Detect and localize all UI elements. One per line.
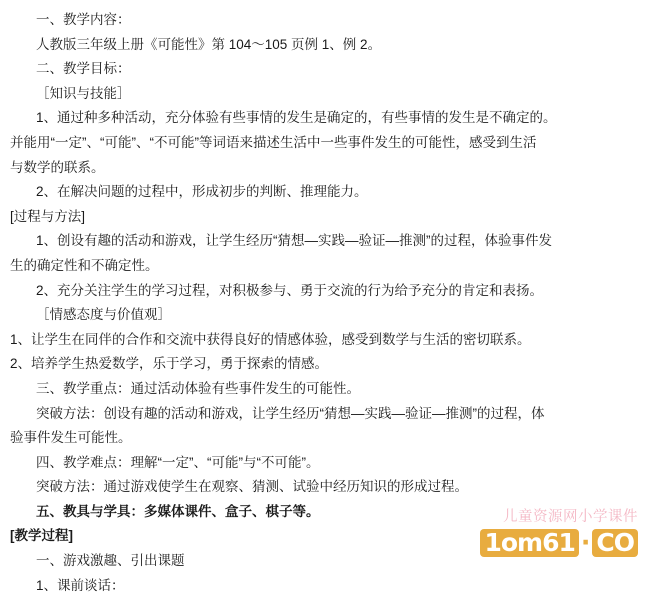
document-line: 二、教学目标： (36, 61, 131, 77)
document-line: 验事件发生可能性。 (10, 430, 132, 446)
document-line: [教学过程] (10, 528, 73, 544)
watermark-site-name: 儿童资源网小学课件 (503, 509, 638, 525)
watermark-logo-text-2: CO (592, 529, 638, 557)
document-body (10, 8, 636, 598)
document-line: 1、创设有趣的活动和游戏，让学生经历“猜想—实践—验证—推测”的过程，体验事件发 (36, 233, 552, 249)
document-line: 突破方法：通过游戏使学生在观察、猜测、试验中经历知识的形成过程。 (36, 479, 468, 495)
document-line: 并能用“一定”、“可能”、“不可能”等词语来描述生活中一些事件发生的可能性，感受到生活 (10, 134, 537, 150)
document-line: 生的确定性和不确定性。 (10, 257, 159, 273)
document-line: 四、教学难点：理解“一定”、“可能”与“不可能”。 (36, 454, 320, 470)
document-line: 突破方法：创设有趣的活动和游戏，让学生经历“猜想—实践—验证—推测”的过程，体 (36, 405, 545, 421)
document-line: [过程与方法] (10, 208, 86, 224)
document-line: 一、游戏激趣、引出课题 (36, 553, 185, 569)
document-line: 与数学的联系。 (10, 159, 105, 175)
document-line: 2、在解决问题的过程中，形成初步的判断、推理能力。 (36, 184, 368, 200)
document-line: 2、充分关注学生的学习过程，对积极参与、勇于交流的行为给予充分的肯定和表扬。 (36, 282, 544, 298)
document-line: 1、课前谈话： (36, 577, 125, 593)
document-line: 五、教具与学具：多媒体课件、盒子、棋子等。 (36, 503, 320, 519)
document-line: 人教版三年级上册《可能性》第 104～105 页例 1、例 2。 (36, 36, 382, 52)
document-line: 1、通过种多种活动，充分体验有些事情的发生是确定的，有些事情的发生是不确定的。 (36, 110, 557, 126)
document-line: ［知识与技能］ (36, 85, 131, 101)
watermark-logo-dot: · (580, 528, 591, 557)
document-line: 一、教学内容： (36, 12, 131, 27)
watermark-logo-text: 1om61 (480, 529, 578, 557)
document-line: 三、教学重点：通过活动体验有些事件发生的可能性。 (36, 380, 360, 396)
document-line: ［情感态度与价值观］ (36, 307, 171, 323)
document-line: 2、培养学生热爱数学，乐于学习，勇于探索的情感。 (10, 356, 329, 372)
document-line: 1、让学生在同伴的合作和交流中获得良好的情感体验，感受到数学与生活的密切联系。 (10, 331, 531, 347)
